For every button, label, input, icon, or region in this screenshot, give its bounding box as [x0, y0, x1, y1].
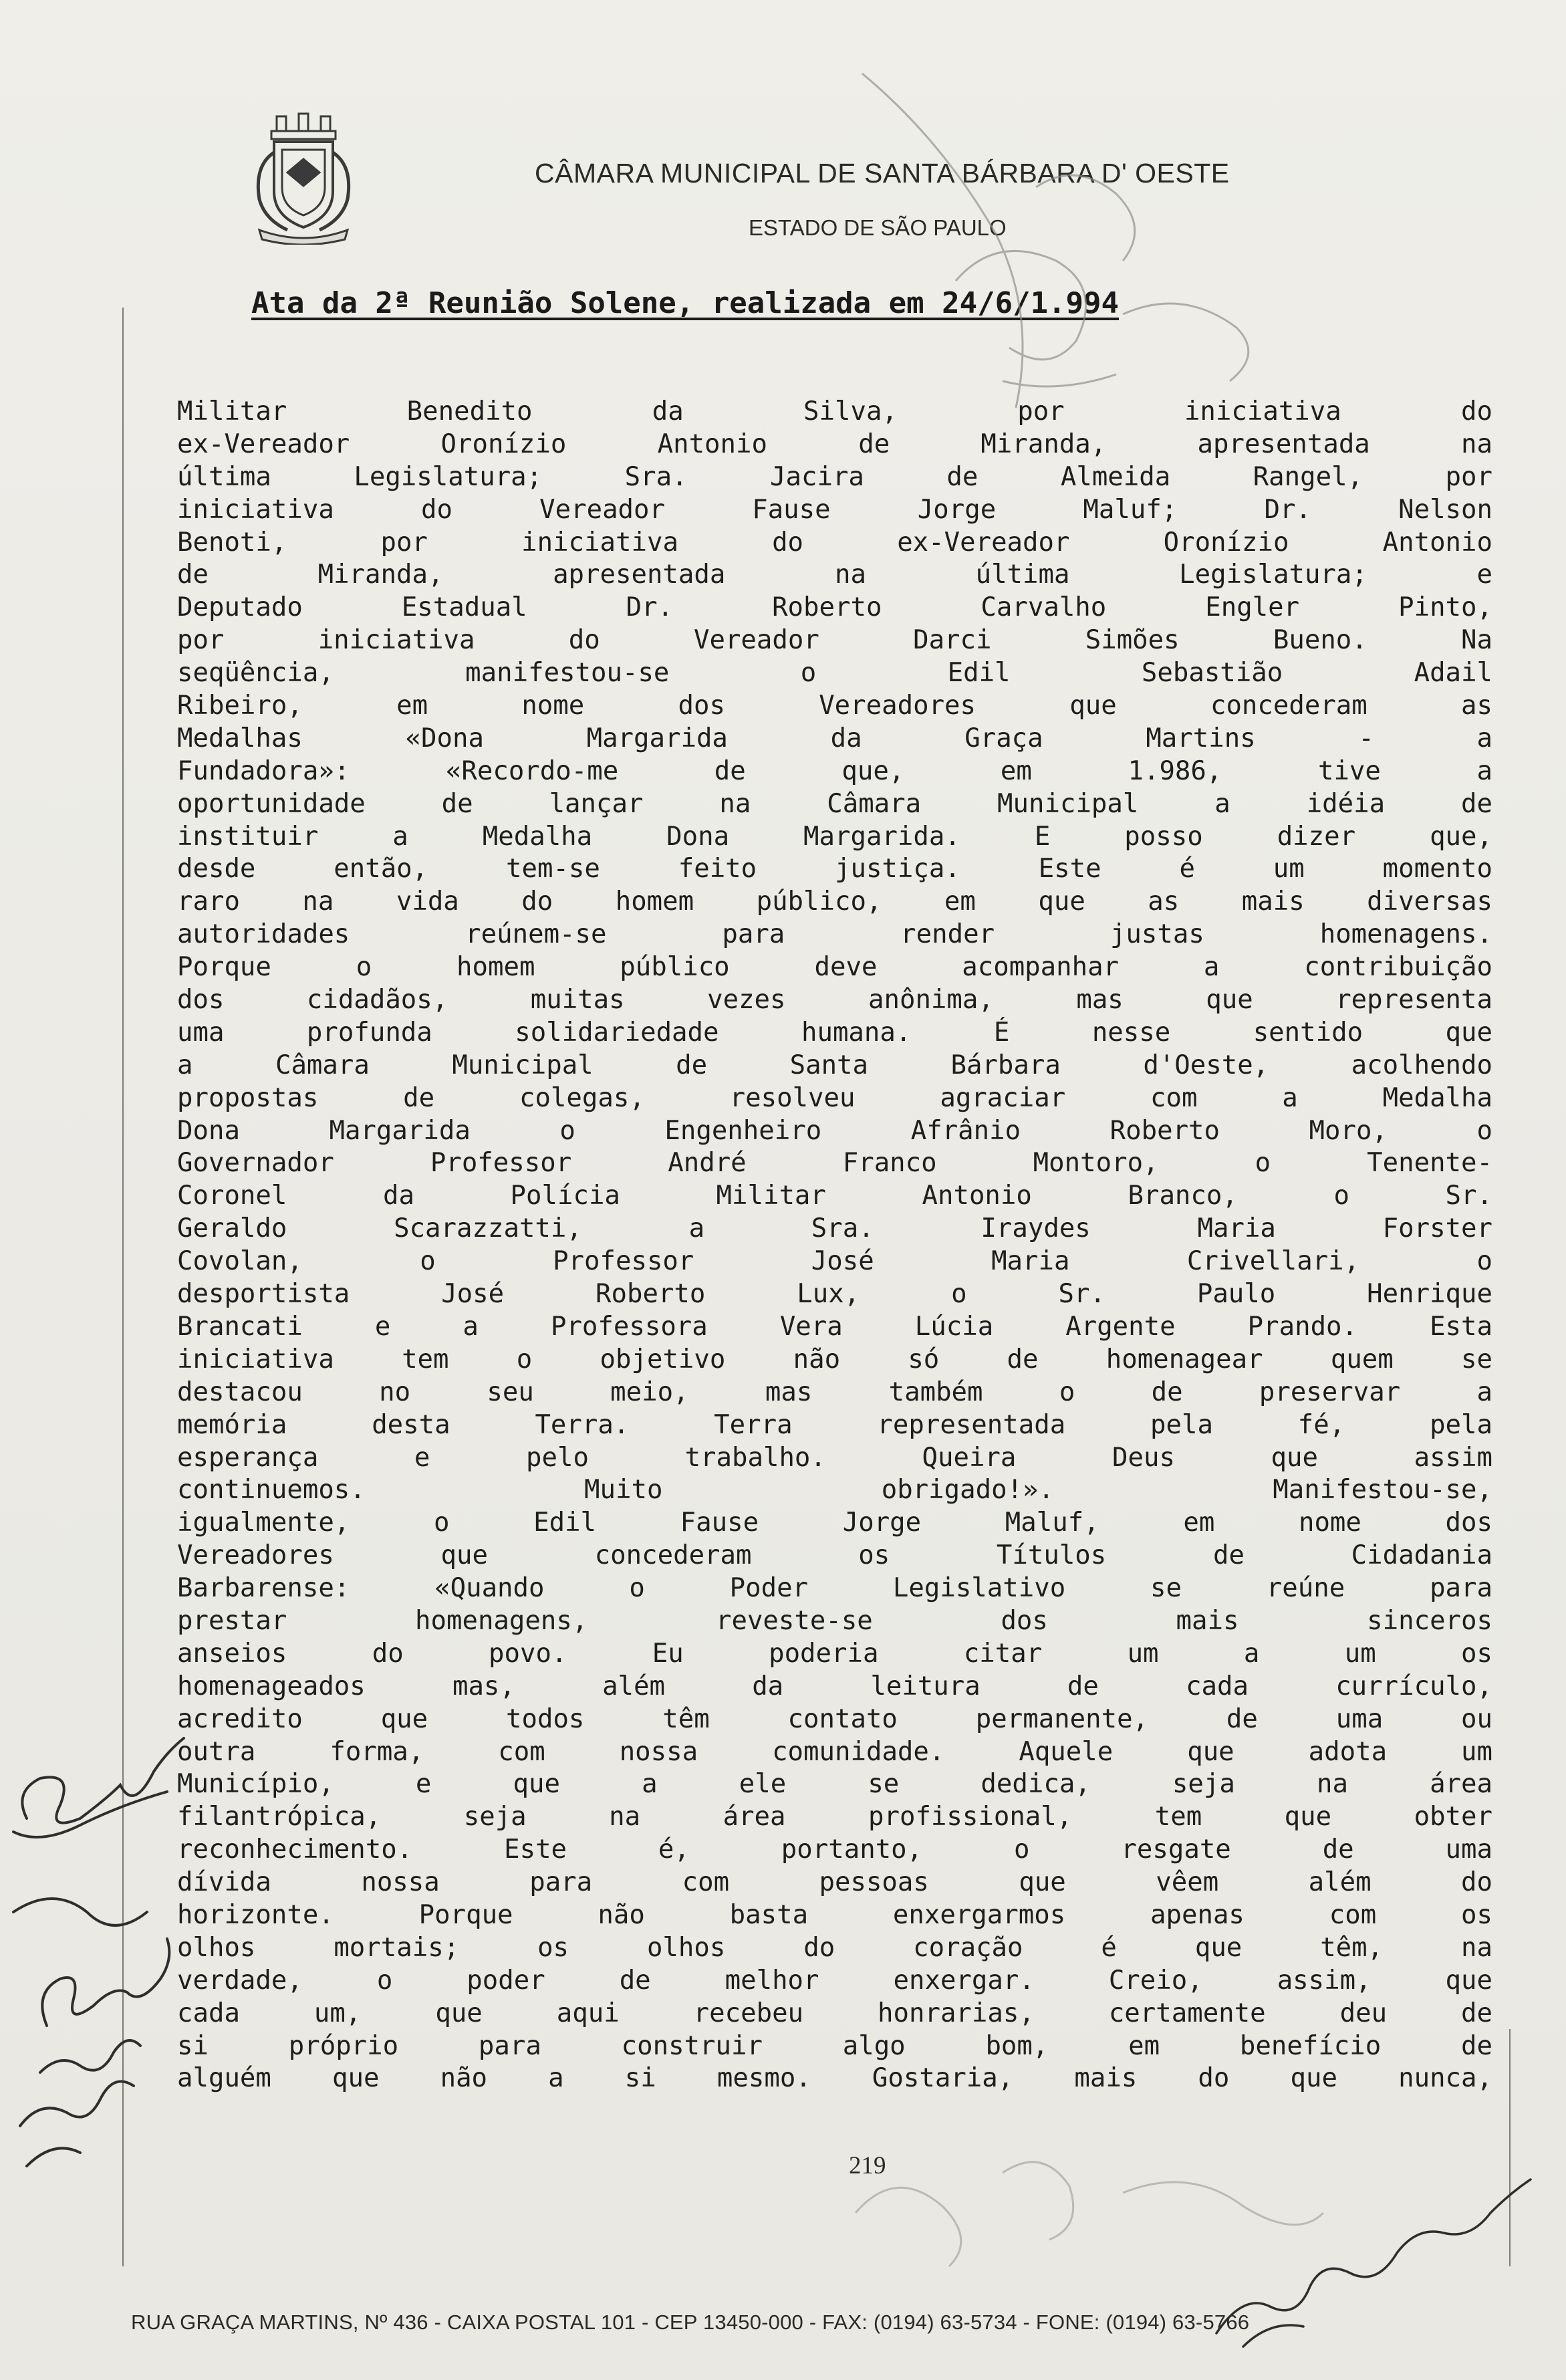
body-line: raro na vida do homem público, em que as mais diversas	[177, 886, 1492, 917]
organization-name: CÂMARA MUNICIPAL DE SANTA BÁRBARA D' OESTE	[535, 158, 1230, 189]
body-line: Fundadora»: «Recordo-me de que, em 1.986, tive a	[177, 755, 1492, 786]
body-line: horizonte. Porque não basta enxergarmos apenas com os	[177, 1899, 1492, 1930]
body-line: última Legislatura; Sra. Jacira de Almeida Rangel, por	[177, 461, 1492, 492]
body-line: autoridades reúnem-se para render justas homenagens.	[177, 919, 1492, 950]
body-line: outra forma, com nossa comunidade. Aquele que adota um	[177, 1736, 1492, 1767]
body-line: homenageados mas, além da leitura de cada currículo,	[177, 1671, 1492, 1701]
body-line: igualmente, o Edil Fause Jorge Maluf, em nome dos	[177, 1508, 1492, 1538]
body-line: Medalhas «Dona Margarida da Graça Martins - a	[177, 723, 1492, 753]
right-margin-rule	[1509, 2029, 1511, 2266]
body-line: olhos mortais; os olhos do coração é que têm, na	[177, 1932, 1492, 1963]
body-line: alguém que não a si mesmo. Gostaria, mais do que nunca,	[177, 2063, 1492, 2094]
body-line: a Câmara Municipal de Santa Bárbara d'Oeste, acolhendo	[177, 1050, 1492, 1080]
body-line: Governador Professor André Franco Montoro, o Tenente-	[177, 1148, 1492, 1179]
body-line: dívida nossa para com pessoas que vêem além do	[177, 1867, 1492, 1898]
body-line: anseios do povo. Eu poderia citar um a um os	[177, 1638, 1492, 1669]
body-line: cada um, que aqui recebeu honrarias, certamente deu de	[177, 1998, 1492, 2028]
body-line: oportunidade de lançar na Câmara Municipal a idéia de	[177, 788, 1492, 819]
body-line: uma profunda solidariedade humana. É nesse sentido que	[177, 1017, 1492, 1048]
page-number: 219	[849, 2152, 886, 2179]
body-line: Militar Benedito da Silva, por iniciativa do	[177, 396, 1492, 427]
body-line: destacou no seu meio, mas também o de preservar a	[177, 1377, 1492, 1407]
body-line: Geraldo Scarazzatti, a Sra. Iraydes Maria Forster	[177, 1213, 1492, 1244]
body-line: seqüência, manifestou-se o Edil Sebastião Adail	[177, 658, 1492, 689]
minutes-body	[177, 396, 1492, 2095]
left-margin-rule	[122, 308, 124, 2266]
body-line: dos cidadãos, muitas vezes anônima, mas que representa	[177, 985, 1492, 1016]
body-line: verdade, o poder de melhor enxergar. Creio, assim, que	[177, 1965, 1492, 1996]
body-line: Brancati e a Professora Vera Lúcia Argente Prando. Esta	[177, 1311, 1492, 1342]
body-line: por iniciativa do Vereador Darci Simões Bueno. Na	[177, 625, 1492, 656]
top-stamp-signature	[835, 60, 1303, 435]
margin-signatures	[0, 1711, 201, 2179]
body-line: Dona Margarida o Engenheiro Afrânio Roberto Moro, o	[177, 1115, 1492, 1146]
body-line: iniciativa do Vereador Fause Jorge Maluf; Dr. Nelson	[177, 494, 1492, 525]
body-line: iniciativa tem o objetivo não só de homenagear quem se	[177, 1344, 1492, 1375]
body-line: propostas de colegas, resolveu agraciar com a Medalha	[177, 1082, 1492, 1113]
body-line: instituir a Medalha Dona Margarida. E posso dizer que,	[177, 821, 1492, 852]
municipal-coat-of-arms-icon	[247, 112, 360, 245]
body-line: ex-Vereador Oronízio Antonio de Miranda, apresentada na	[177, 429, 1492, 459]
body-line: Ribeiro, em nome dos Vereadores que concederam as	[177, 691, 1492, 721]
body-line: Município, e que a ele se dedica, seja na área	[177, 1769, 1492, 1800]
body-line: filantrópica, seja na área profissional, tem que obter	[177, 1802, 1492, 1832]
body-line: esperança e pelo trabalho. Queira Deus que assim	[177, 1442, 1492, 1473]
body-line: Deputado Estadual Dr. Roberto Carvalho Engler Pinto,	[177, 592, 1492, 623]
body-line: Vereadores que concederam os Títulos de Cidadania	[177, 1540, 1492, 1571]
body-line: desde então, tem-se feito justiça. Este é um momento	[177, 854, 1492, 884]
body-line: Coronel da Polícia Militar Antonio Branco, o Sr.	[177, 1181, 1492, 1211]
document-title: Ata da 2ª Reunião Solene, realizada em 24/6/1.994	[251, 286, 1120, 320]
body-line: acredito que todos têm contato permanente, de uma ou	[177, 1703, 1492, 1734]
body-line: reconhecimento. Este é, portanto, o resgate de uma	[177, 1834, 1492, 1865]
body-line: si próprio para construir algo bom, em benefício de	[177, 2030, 1492, 2061]
body-line: de Miranda, apresentada na última Legislatura; e	[177, 560, 1492, 590]
body-line: prestar homenagens, reveste-se dos mais sinceros	[177, 1605, 1492, 1636]
address-footer: RUA GRAÇA MARTINS, Nº 436 - CAIXA POSTAL 101 - CEP 13450-000 - FAX: (0194) 63-5734 - FONE: (0194) 63-5766	[131, 2310, 1250, 2334]
body-line: desportista José Roberto Lux, o Sr. Paulo Henrique	[177, 1279, 1492, 1310]
body-line: Benoti, por iniciativa do ex-Vereador Oronízio Antonio	[177, 527, 1492, 558]
body-line: Covolan, o Professor José Maria Crivellari, o	[177, 1246, 1492, 1277]
body-line: continuemos. Muito obrigado!». Manifestou-se,	[177, 1475, 1492, 1506]
body-line: Porque o homem público deve acompanhar a contribuição	[177, 952, 1492, 983]
body-line: memória desta Terra. Terra representada pela fé, pela	[177, 1409, 1492, 1440]
state-name: ESTADO DE SÃO PAULO	[749, 215, 1007, 240]
body-line: Barbarense: «Quando o Poder Legislativo se reúne para	[177, 1573, 1492, 1604]
